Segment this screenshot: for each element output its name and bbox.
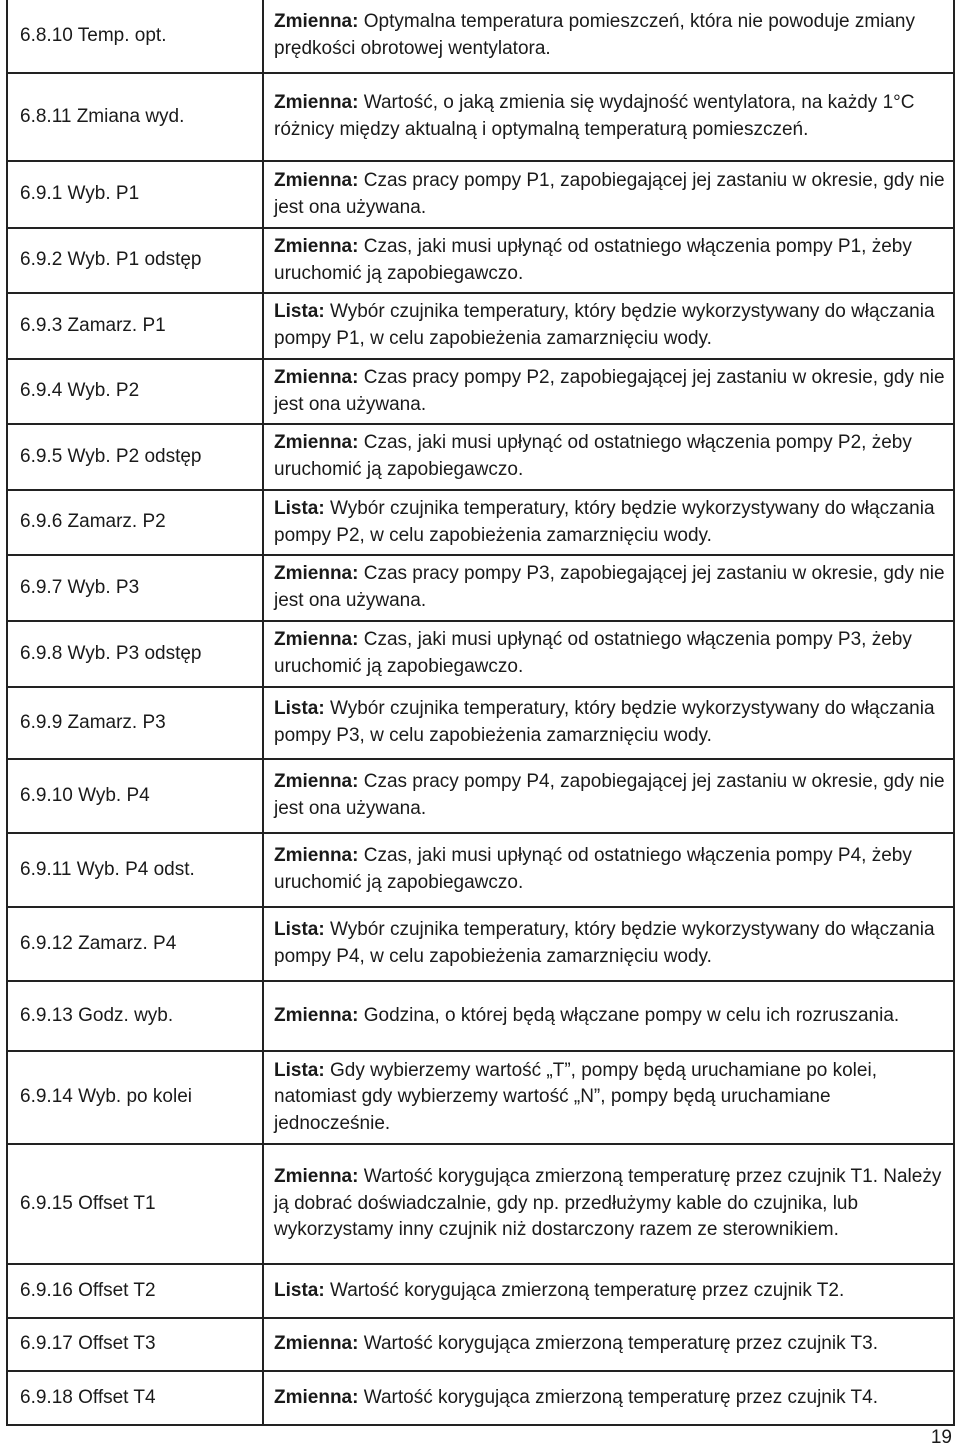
description-text: Godzina, o której będą włączane pompy w celu ich rozruszania. (363, 1004, 900, 1026)
parameter-type: Zmienna: (274, 1386, 359, 1408)
description-text: Czas pracy pompy P3, zapobiegającej jej zastaniu w okresie, gdy nie jest ona używana. (274, 563, 945, 611)
parameter-description (263, 73, 954, 161)
parameter-description (263, 833, 954, 907)
parameter-type: Zmienna: (274, 235, 359, 257)
description-text: Wybór czujnika temperatury, który będzie wykorzystywany do włączania pompy P3, w celu zapobieżenia zamarznięciu wody. (274, 698, 935, 746)
description-text: Wartość korygująca zmierzoną temperaturę przez czujnik T4. (363, 1386, 878, 1408)
table-row (7, 293, 954, 359)
parameter-name: 6.9.13 Godz. wyb. (7, 981, 263, 1051)
parameter-type: Zmienna: (274, 629, 359, 651)
parameter-description (263, 621, 954, 687)
parameter-type: Lista: (274, 698, 325, 720)
parameter-description (263, 1144, 954, 1264)
parameter-name: 6.9.10 Wyb. P4 (7, 759, 263, 833)
table-row (7, 621, 954, 687)
parameter-description (263, 161, 954, 228)
table-row (7, 0, 954, 73)
parameter-description (263, 0, 954, 73)
parameter-type: Lista: (274, 497, 325, 519)
parameter-description (263, 490, 954, 555)
table-row (7, 555, 954, 621)
parameter-name: 6.9.6 Zamarz. P2 (7, 490, 263, 555)
parameter-type: Lista: (274, 1279, 325, 1301)
parameter-description (263, 687, 954, 759)
parameter-description (263, 359, 954, 424)
parameter-name: 6.9.3 Zamarz. P1 (7, 293, 263, 359)
parameter-name: 6.9.4 Wyb. P2 (7, 359, 263, 424)
description-text: Czas, jaki musi upłynąć od ostatniego włączenia pompy P2, żeby uruchomić ją zapobiegawczo. (274, 432, 912, 480)
parameter-type: Zmienna: (274, 563, 359, 585)
parameter-type: Zmienna: (274, 432, 359, 454)
description-text: Wartość korygująca zmierzoną temperaturę przez czujnik T2. (329, 1279, 845, 1301)
description-text: Czas pracy pompy P2, zapobiegającej jej zastaniu w okresie, gdy nie jest ona używana. (274, 366, 945, 415)
table-row (7, 359, 954, 424)
parameter-type: Lista: (274, 301, 325, 323)
parameter-description (263, 424, 954, 490)
description-text: Czas, jaki musi upłynąć od ostatniego włączenia pompy P3, żeby uruchomić ją zapobiegawczo. (274, 629, 912, 677)
parameter-type: Zmienna: (274, 169, 359, 191)
parameter-type: Zmienna: (274, 11, 359, 33)
table-row (7, 73, 954, 161)
parameter-description (263, 1371, 954, 1425)
parameter-description (263, 228, 954, 293)
parameters-table (6, 0, 955, 1426)
parameter-description (263, 907, 954, 981)
parameter-description (263, 293, 954, 359)
table-row (7, 424, 954, 490)
parameter-name: 6.9.17 Offset T3 (7, 1318, 263, 1371)
parameter-type: Zmienna: (274, 1166, 359, 1188)
description-text: Wartość, o jaką zmienia się wydajność wentylatora, na każdy 1°C różnicy między aktualną i optymalną temperaturą pomieszczeń. (274, 92, 915, 140)
parameter-type: Zmienna: (274, 845, 359, 867)
table-row (7, 907, 954, 981)
parameter-description (263, 981, 954, 1051)
parameter-name: 6.9.1 Wyb. P1 (7, 161, 263, 228)
parameter-name: 6.9.15 Offset T1 (7, 1144, 263, 1264)
table-row (7, 490, 954, 555)
parameter-name: 6.9.2 Wyb. P1 odstęp (7, 228, 263, 293)
parameter-type: Zmienna: (274, 771, 359, 793)
description-text: Wartość korygująca zmierzoną temperaturę przez czujnik T3. (363, 1333, 878, 1355)
parameter-type: Lista: (274, 1059, 325, 1081)
table-row (7, 759, 954, 833)
table-row (7, 1264, 954, 1318)
description-text: Czas, jaki musi upłynąć od ostatniego włączenia pompy P4, żeby uruchomić ją zapobiegawczo. (274, 845, 912, 893)
parameter-name: 6.9.18 Offset T4 (7, 1371, 263, 1425)
page-number: 19 (930, 1427, 952, 1448)
parameter-name: 6.9.11 Wyb. P4 odst. (7, 833, 263, 907)
parameter-name: 6.8.11 Zmiana wyd. (7, 73, 263, 161)
parameter-name: 6.9.9 Zamarz. P3 (7, 687, 263, 759)
table-row (7, 981, 954, 1051)
parameter-name: 6.9.12 Zamarz. P4 (7, 907, 263, 981)
description-text: Wartość korygująca zmierzoną temperaturę przez czujnik T1. Należy ją dobrać doświadczalnie, gdy np. przedłużymy kable do czujnika, lub wykorzystamy inny czujnik niż dostarczony razem ze sterownikiem. (274, 1166, 942, 1241)
description-text: Wybór czujnika temperatury, który będzie wykorzystywany do włączania pompy P4, w celu zapobieżenia zamarznięciu wody. (274, 919, 935, 967)
description-text: Czas pracy pompy P1, zapobiegającej jej zastaniu w okresie, gdy nie jest ona używana. (274, 169, 945, 218)
parameter-description (263, 759, 954, 833)
parameter-type: Zmienna: (274, 1004, 359, 1026)
table-row (7, 161, 954, 228)
table-row (7, 1051, 954, 1144)
table-row (7, 833, 954, 907)
parameter-type: Zmienna: (274, 92, 359, 114)
description-text: Czas pracy pompy P4, zapobiegającej jej zastaniu w okresie, gdy nie jest ona używana. (274, 771, 945, 819)
parameter-description (263, 1318, 954, 1371)
parameter-type: Zmienna: (274, 1333, 359, 1355)
table-row (7, 228, 954, 293)
parameter-type: Zmienna: (274, 366, 359, 388)
description-text: Gdy wybierzemy wartość „T”, pompy będą uruchamiane po kolei, natomiast gdy wybierzemy wartość „N”, pompy będą uruchamiane jednocześnie. (274, 1059, 877, 1134)
parameter-name: 6.9.16 Offset T2 (7, 1264, 263, 1318)
parameter-description (263, 1051, 954, 1144)
description-text: Wybór czujnika temperatury, który będzie wykorzystywany do włączania pompy P1, w celu zapobieżenia zamarznięciu wody. (274, 301, 935, 349)
parameter-description (263, 1264, 954, 1318)
parameter-name: 6.8.10 Temp. opt. (7, 0, 263, 73)
parameter-type: Lista: (274, 919, 325, 941)
parameter-name: 6.9.5 Wyb. P2 odstęp (7, 424, 263, 490)
description-text: Wybór czujnika temperatury, który będzie wykorzystywany do włączania pompy P2, w celu zapobieżenia zamarznięciu wody. (274, 497, 935, 546)
description-text: Czas, jaki musi upłynąć od ostatniego włączenia pompy P1, żeby uruchomić ją zapobiegawczo. (274, 235, 912, 284)
table-row (7, 687, 954, 759)
table-row (7, 1144, 954, 1264)
parameter-name: 6.9.8 Wyb. P3 odstęp (7, 621, 263, 687)
table-row (7, 1371, 954, 1425)
parameter-name: 6.9.14 Wyb. po kolei (7, 1051, 263, 1144)
description-text: Optymalna temperatura pomieszczeń, która nie powoduje zmiany prędkości obrotowej wentylatora. (274, 11, 916, 59)
parameter-description (263, 555, 954, 621)
parameter-name: 6.9.7 Wyb. P3 (7, 555, 263, 621)
table-row (7, 1318, 954, 1371)
